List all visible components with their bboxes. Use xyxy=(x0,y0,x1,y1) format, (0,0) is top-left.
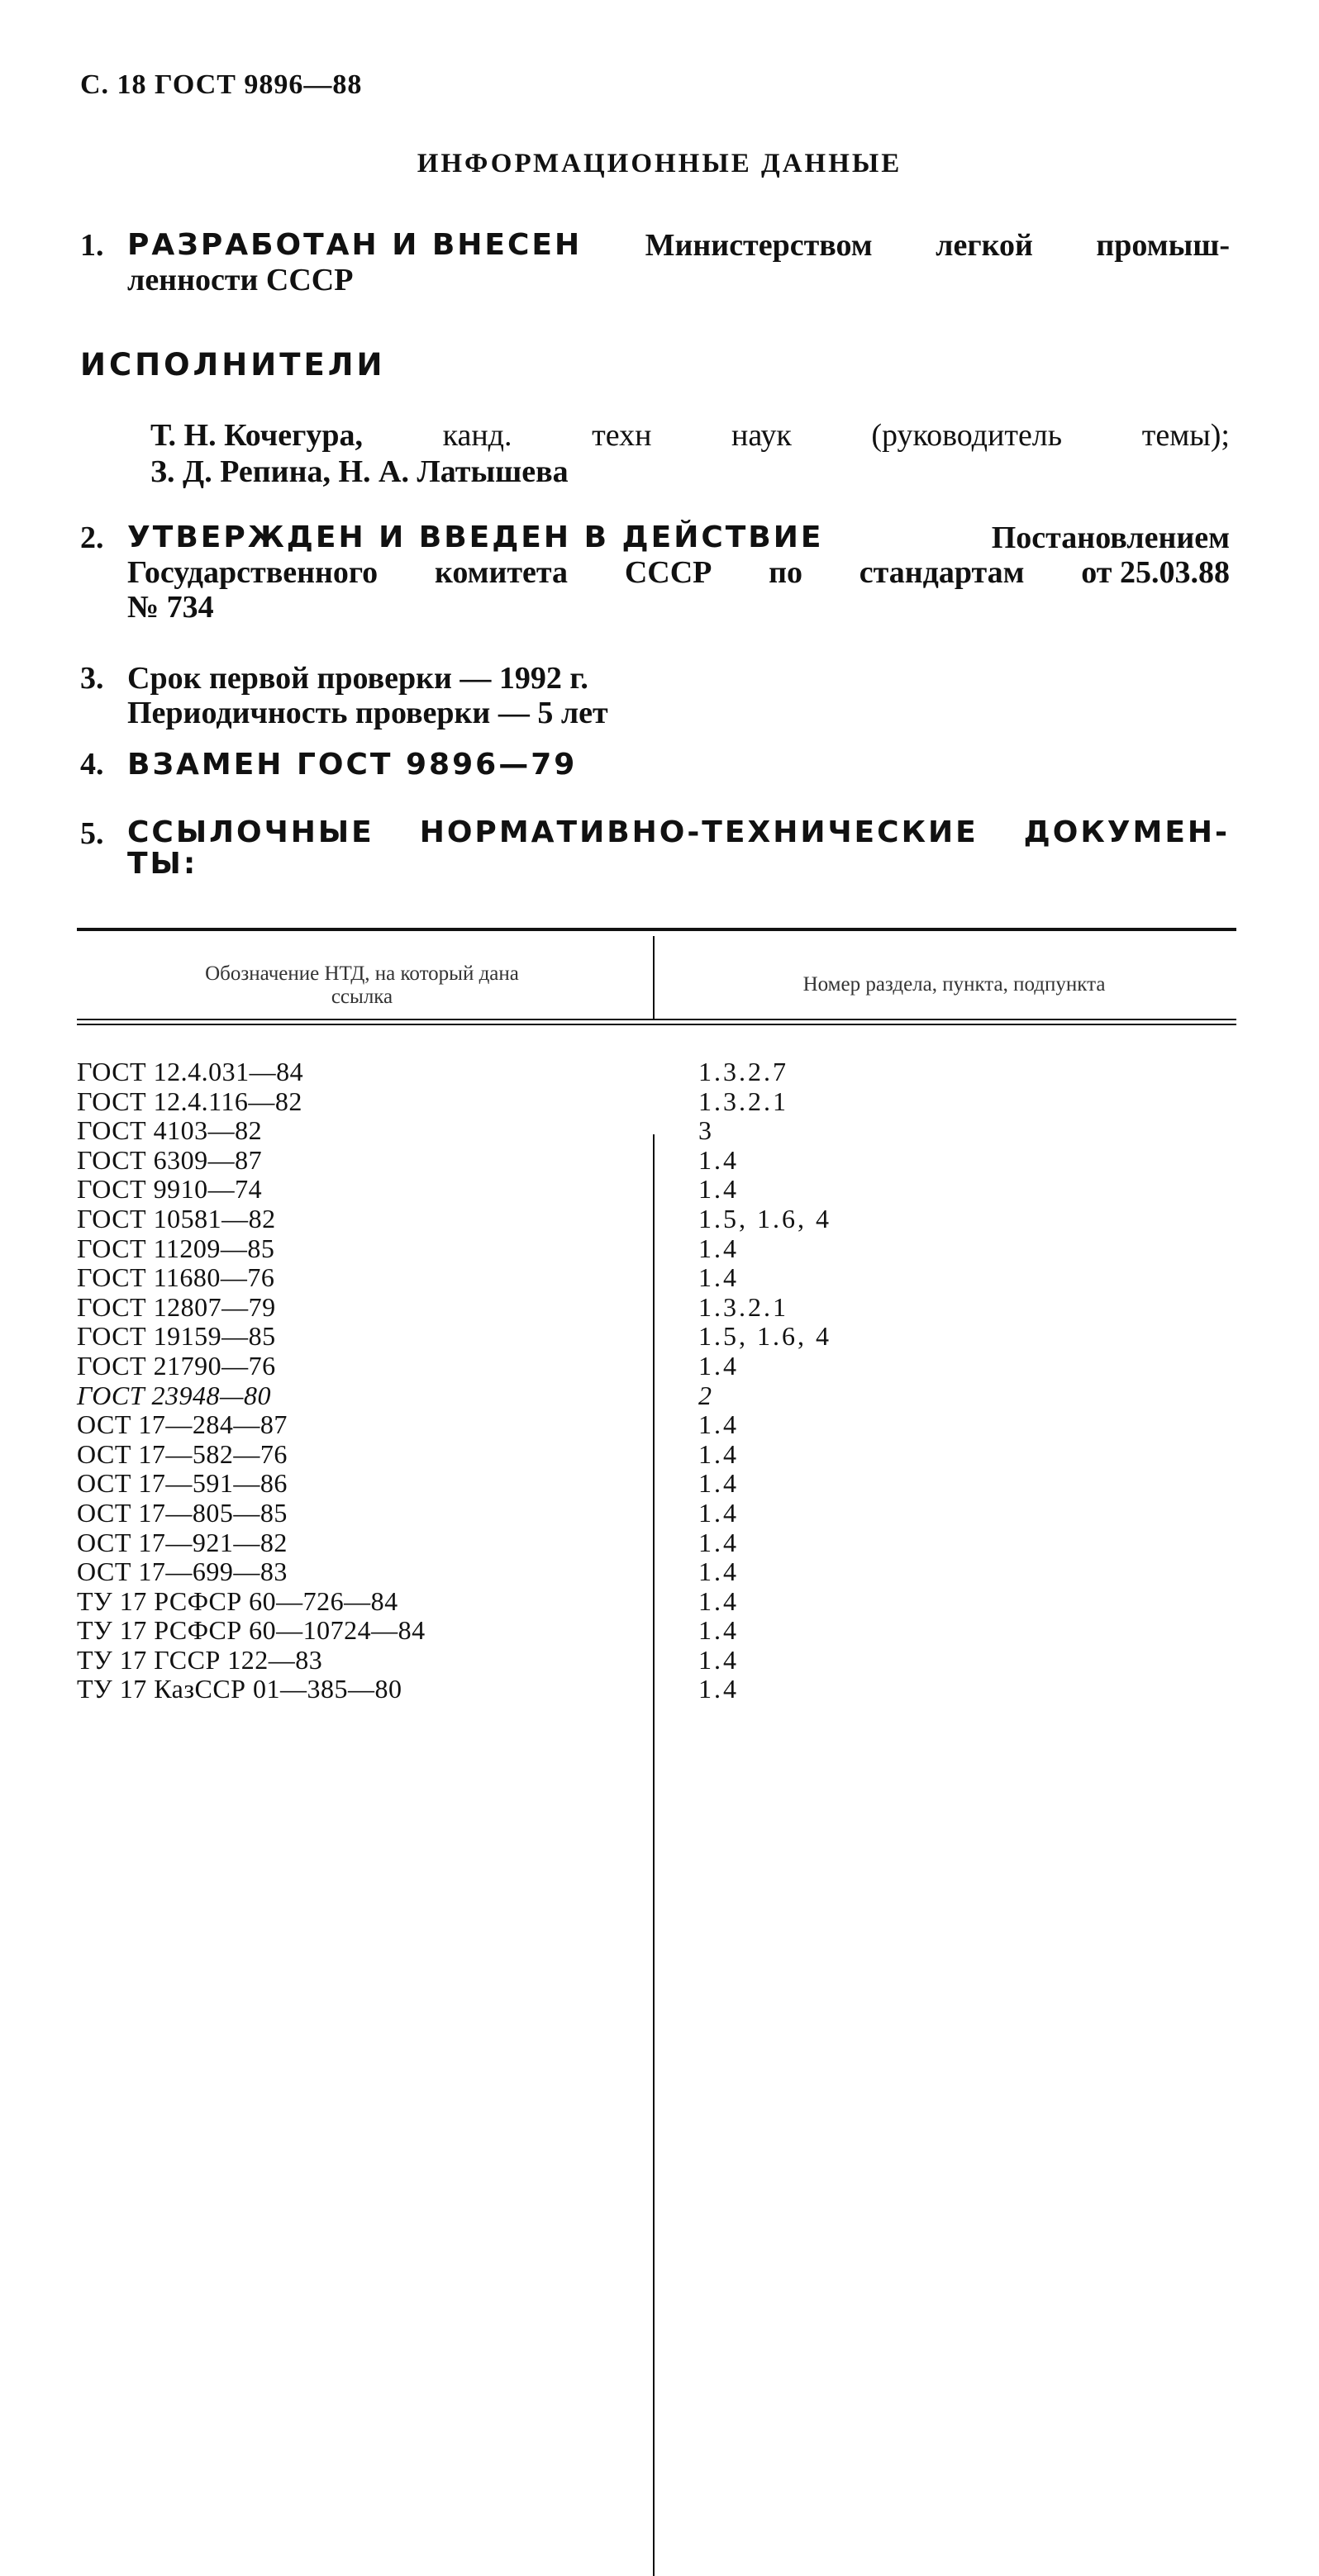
section-reference: 1.4 xyxy=(698,1674,739,1704)
column-header-document xyxy=(77,962,647,1009)
section-reference: 1.5, 1.6, 4 xyxy=(698,1321,831,1352)
table-header-rule xyxy=(77,1019,1236,1025)
table-row xyxy=(77,1499,1236,1528)
table-row xyxy=(77,1057,1236,1087)
text-word: Государственного xyxy=(127,555,379,590)
section-reference: 1.4 xyxy=(698,1557,739,1587)
section-reference: 1.5, 1.6, 4 xyxy=(698,1203,831,1233)
table-row xyxy=(77,1440,1236,1470)
document-designation: ГОСТ 11680—76 xyxy=(77,1262,275,1293)
document-designation: ГОСТ 10581—82 xyxy=(77,1203,276,1233)
section-reference: 2 xyxy=(698,1380,714,1410)
table-row xyxy=(77,1587,1236,1617)
performer-name: Т. Н. Кочегура, xyxy=(150,418,363,453)
section-references xyxy=(80,816,1230,879)
text-word: техн xyxy=(592,418,652,453)
section-number: 5. xyxy=(80,816,104,851)
document-designation: ТУ 17 КазССР 01—385—80 xyxy=(77,1674,402,1704)
section-reference: 1.4 xyxy=(698,1615,739,1646)
section-number: 3. xyxy=(80,661,104,696)
table-row xyxy=(77,1410,1236,1440)
section-number: 2. xyxy=(80,520,104,555)
text-word: Министерством xyxy=(645,228,873,263)
table-row xyxy=(77,1263,1236,1293)
text-word: НОРМАТИВНО-ТЕХНИЧЕСКИЕ xyxy=(419,815,979,849)
text-word: канд. xyxy=(442,418,512,453)
document-designation: ГОСТ 21790—76 xyxy=(77,1350,276,1381)
page-header: С. 18 ГОСТ 9896—88 xyxy=(80,69,363,100)
document-designation: ГОСТ 11209—85 xyxy=(77,1233,275,1263)
section-number: 1. xyxy=(80,228,104,263)
section-number: 4. xyxy=(80,747,104,782)
text-word: стандартам xyxy=(859,555,1025,590)
section-replaces xyxy=(80,747,1230,782)
text-word: от 25.03.88 xyxy=(1081,555,1230,590)
text-word: Постановлением xyxy=(991,520,1230,555)
section-reference: 1.4 xyxy=(698,1438,739,1469)
section-reference: 1.4 xyxy=(698,1585,739,1616)
table-row xyxy=(77,1528,1236,1558)
table-row xyxy=(77,1234,1236,1264)
table-row xyxy=(77,1616,1236,1646)
table-row xyxy=(77,1352,1236,1381)
table-row xyxy=(77,1146,1236,1176)
section-reference: 1.4 xyxy=(698,1644,739,1675)
document-designation: ОСТ 17—284—87 xyxy=(77,1409,288,1440)
document-designation: ОСТ 17—582—76 xyxy=(77,1438,288,1469)
text-word: наук xyxy=(731,418,792,453)
table-row xyxy=(77,1322,1236,1352)
section-reference: 1.3.2.7 xyxy=(698,1057,788,1086)
section-reference: 1.4 xyxy=(698,1350,739,1381)
table-row xyxy=(77,1675,1236,1704)
text-word: ССЫЛОЧНЫЕ xyxy=(127,815,374,849)
section-heading: УТВЕРЖДЕН И ВВЕДЕН В ДЕЙСТВИЕ xyxy=(127,520,824,554)
table-row xyxy=(77,1646,1236,1675)
document-designation: ГОСТ 4103—82 xyxy=(77,1115,263,1146)
table-top-rule xyxy=(77,928,1236,931)
section-text: Периодичность проверки — 5 лет xyxy=(127,696,608,730)
document-designation: ГОСТ 12.4.116—82 xyxy=(77,1086,302,1116)
text-word: промыш- xyxy=(1096,228,1230,263)
column-header-section: Номер раздела, пункта, подпункта xyxy=(802,973,1106,996)
document-designation: ГОСТ 23948—80 xyxy=(77,1380,271,1410)
section-inspection xyxy=(80,661,1230,730)
document-designation: ГОСТ 12807—79 xyxy=(77,1291,276,1322)
section-reference: 3 xyxy=(698,1115,714,1146)
performers-heading: ИСПОЛНИТЕЛИ xyxy=(80,347,386,383)
section-heading: РАЗРАБОТАН И ВНЕСЕН xyxy=(127,228,583,262)
document-designation: ГОСТ 12.4.031—84 xyxy=(77,1057,304,1086)
section-reference: 1.4 xyxy=(698,1174,739,1205)
table-row xyxy=(77,1469,1236,1499)
section-developed xyxy=(80,228,1230,297)
document-designation: ТУ 17 ГССР 122—83 xyxy=(77,1644,323,1675)
section-heading: ВЗАМЕН ГОСТ 9896—79 xyxy=(127,748,578,782)
text-word: легкой xyxy=(936,228,1033,263)
section-text: ленности СССР xyxy=(127,263,354,297)
section-text: Срок первой проверки — 1992 г. xyxy=(127,661,588,696)
document-designation: ГОСТ 19159—85 xyxy=(77,1321,276,1352)
column-header-line: Обозначение НТД, на который дана xyxy=(205,962,519,985)
performer-names: З. Д. Репина, Н. А. Латышева xyxy=(150,454,569,489)
text-word: ДОКУМЕН- xyxy=(1023,815,1230,849)
document-designation: ГОСТ 6309—87 xyxy=(77,1144,263,1175)
table-row xyxy=(77,1175,1236,1205)
document-designation: ОСТ 17—805—85 xyxy=(77,1497,288,1528)
section-reference: 1.4 xyxy=(698,1497,739,1528)
section-approved xyxy=(80,520,1230,625)
text-word: темы); xyxy=(1141,418,1230,453)
section-reference: 1.4 xyxy=(698,1409,739,1440)
table-row xyxy=(77,1381,1236,1411)
column-header-line: ссылка xyxy=(331,986,393,1008)
text-word: комитета xyxy=(434,555,569,590)
text-word: СССР xyxy=(624,555,712,590)
section-reference: 1.3.2.1 xyxy=(698,1086,788,1116)
section-reference: 1.4 xyxy=(698,1468,739,1499)
document-designation: ОСТ 17—699—83 xyxy=(77,1557,288,1587)
document-designation: ОСТ 17—921—82 xyxy=(77,1527,288,1557)
text-word: по xyxy=(769,555,803,590)
table-body xyxy=(77,1057,1236,1704)
section-text: ТЫ: xyxy=(127,847,198,881)
performers-list xyxy=(150,417,1230,490)
table-row xyxy=(77,1557,1236,1587)
section-reference: 1.3.2.1 xyxy=(698,1291,788,1322)
section-reference: 1.4 xyxy=(698,1527,739,1557)
section-reference: 1.4 xyxy=(698,1262,739,1293)
document-designation: ТУ 17 РСФСР 60—726—84 xyxy=(77,1585,398,1616)
table-row xyxy=(77,1293,1236,1323)
table-row xyxy=(77,1205,1236,1234)
text-word: (руководитель xyxy=(871,418,1063,453)
table-row xyxy=(77,1087,1236,1117)
section-text: № 734 xyxy=(127,590,214,625)
document-designation: ТУ 17 РСФСР 60—10724—84 xyxy=(77,1615,426,1646)
table-row xyxy=(77,1116,1236,1146)
document-designation: ГОСТ 9910—74 xyxy=(77,1174,263,1205)
section-reference: 1.4 xyxy=(698,1233,739,1263)
document-title: ИНФОРМАЦИОННЫЕ ДАННЫЕ xyxy=(417,149,902,178)
document-designation: ОСТ 17—591—86 xyxy=(77,1468,288,1499)
section-reference: 1.4 xyxy=(698,1144,739,1175)
